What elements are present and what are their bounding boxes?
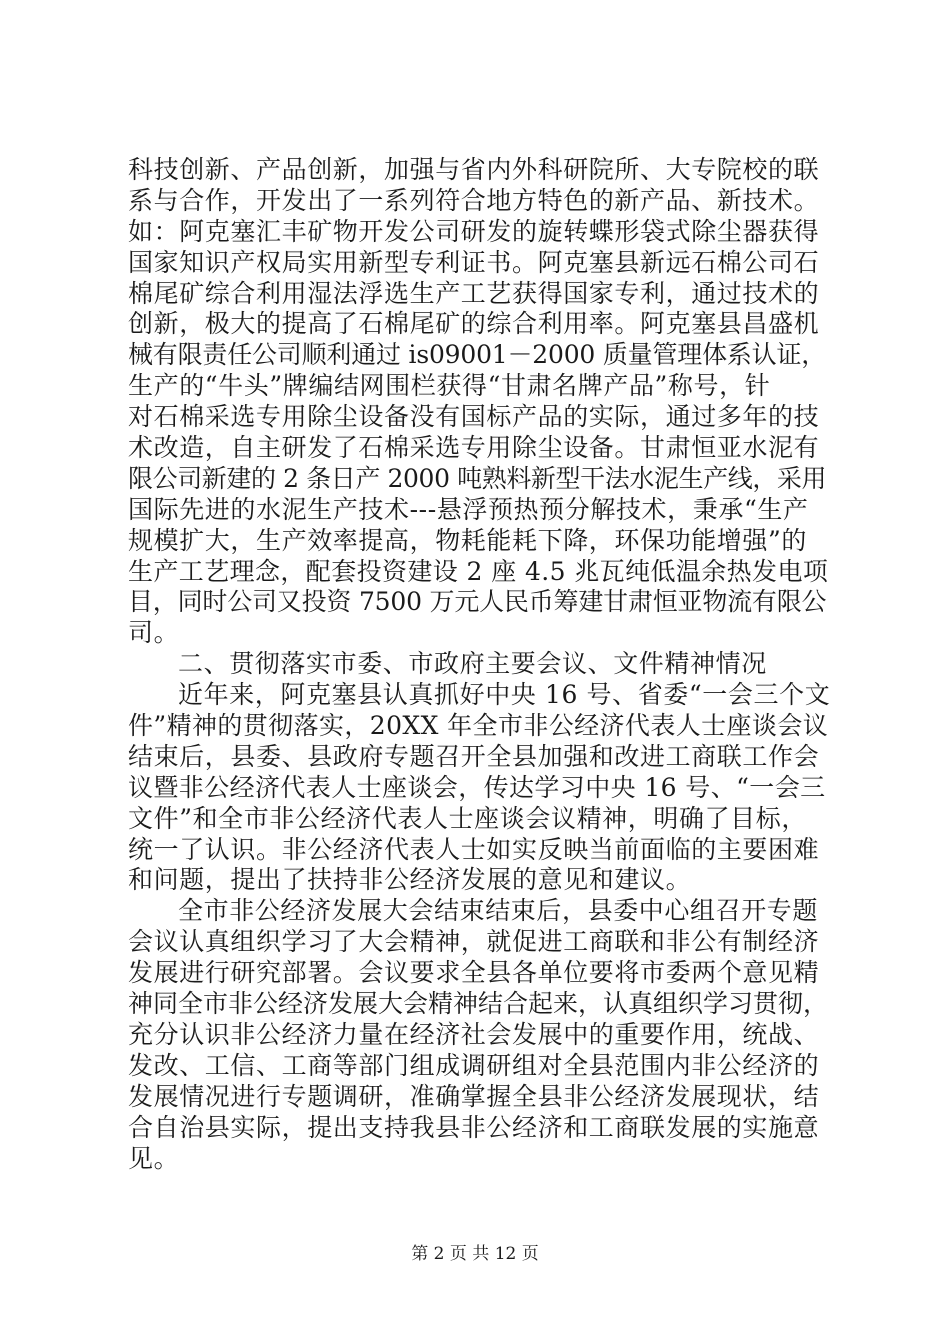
text-line: 合自治县实际，提出支持我县非公经济和工商联发展的实施意 bbox=[128, 1112, 820, 1142]
text-line: 发改、工信、工商等部门组成调研组对全县范围内非公经济的 bbox=[128, 1050, 820, 1080]
text-line: 发展进行研究部署。会议要求全县各单位要将市委两个意见精 bbox=[128, 958, 820, 988]
text-line: 对石棉采选专用除尘设备没有国标产品的实际，通过多年的技 bbox=[128, 402, 820, 432]
text-line: 棉尾矿综合利用湿法浮选生产工艺获得国家专利，通过技术的 bbox=[128, 278, 820, 308]
page-number-footer: 第 2 页 共 12 页 bbox=[411, 1244, 539, 1264]
text-line: 术改造，自主研发了石棉采选专用除尘设备。甘肃恒亚水泥有 bbox=[128, 433, 820, 463]
section-heading: 二、贯彻落实市委、市政府主要会议、文件精神情况 bbox=[178, 649, 767, 679]
text-line: 近年来，阿克塞县认真抓好中央 16 号、省委“一会三个文 bbox=[178, 680, 831, 710]
text-line: 神同全市非公经济发展大会精神结合起来，认真组织学习贯彻， bbox=[128, 989, 829, 1019]
text-line: 如：阿克塞汇丰矿物开发公司研发的旋转蝶形袋式除尘器获得 bbox=[128, 216, 820, 246]
text-line: 生产的“牛头”牌编结网围栏获得“甘肃名牌产品”称号，针 bbox=[128, 371, 771, 401]
text-line: 议暨非公经济代表人士座谈会，传达学习中央 16 号、“一会三 bbox=[128, 772, 826, 802]
text-line: 会议认真组织学习了大会精神，就促进工商联和非公有制经济 bbox=[128, 927, 820, 957]
text-line: 生产工艺理念，配套投资建设 2 座 4.5 兆瓦纯低温余热发电项 bbox=[128, 556, 829, 586]
text-line: 见。 bbox=[128, 1143, 180, 1173]
text-line: 全市非公经济发展大会结束结束后，县委中心组召开专题 bbox=[178, 896, 819, 926]
text-line: 国家知识产权局实用新型专利证书。阿克塞县新远石棉公司石 bbox=[128, 247, 820, 277]
text-line: 充分认识非公经济力量在经济社会发展中的重要作用，统战、 bbox=[128, 1019, 820, 1049]
text-line: 结束后，县委、县政府专题召开全县加强和改进工商联工作会 bbox=[128, 741, 820, 771]
text-line: 件”精神的贯彻落实，20XX 年全市非公经济代表人士座谈会议 bbox=[128, 711, 829, 741]
text-line: 械有限责任公司顺利通过 is09001－2000 质量管理体系认证， bbox=[128, 340, 827, 370]
text-line: 创新，极大的提高了石棉尾矿的综合利用率。阿克塞县昌盛机 bbox=[128, 309, 820, 339]
text-line: 系与合作，开发出了一系列符合地方特色的新产品、新技术。 bbox=[128, 185, 820, 215]
text-line: 统一了认识。非公经济代表人士如实反映当前面临的主要困难 bbox=[128, 834, 820, 864]
text-line: 司。 bbox=[128, 618, 180, 648]
text-line: 规模扩大，生产效率提高，物耗能耗下降，环保功能增强”的 bbox=[128, 525, 807, 555]
text-line: 科技创新、产品创新，加强与省内外科研院所、大专院校的联 bbox=[128, 155, 820, 184]
text-line: 文件”和全市非公经济代表人士座谈会议精神，明确了目标， bbox=[128, 803, 807, 833]
text-line: 限公司新建的 2 条日产 2000 吨熟料新型干法水泥生产线，采用 bbox=[128, 463, 827, 493]
text-line: 发展情况进行专题调研，准确掌握全县非公经济发展现状，结 bbox=[128, 1081, 820, 1111]
text-line: 目，同时公司又投资 7500 万元人民币筹建甘肃恒亚物流有限公 bbox=[128, 587, 827, 617]
document-body bbox=[128, 155, 830, 1174]
text-line: 国际先进的水泥生产技术---悬浮预热预分解技术，秉承“生产 bbox=[128, 494, 809, 524]
text-line: 和问题，提出了扶持非公经济发展的意见和建议。 bbox=[128, 865, 692, 895]
